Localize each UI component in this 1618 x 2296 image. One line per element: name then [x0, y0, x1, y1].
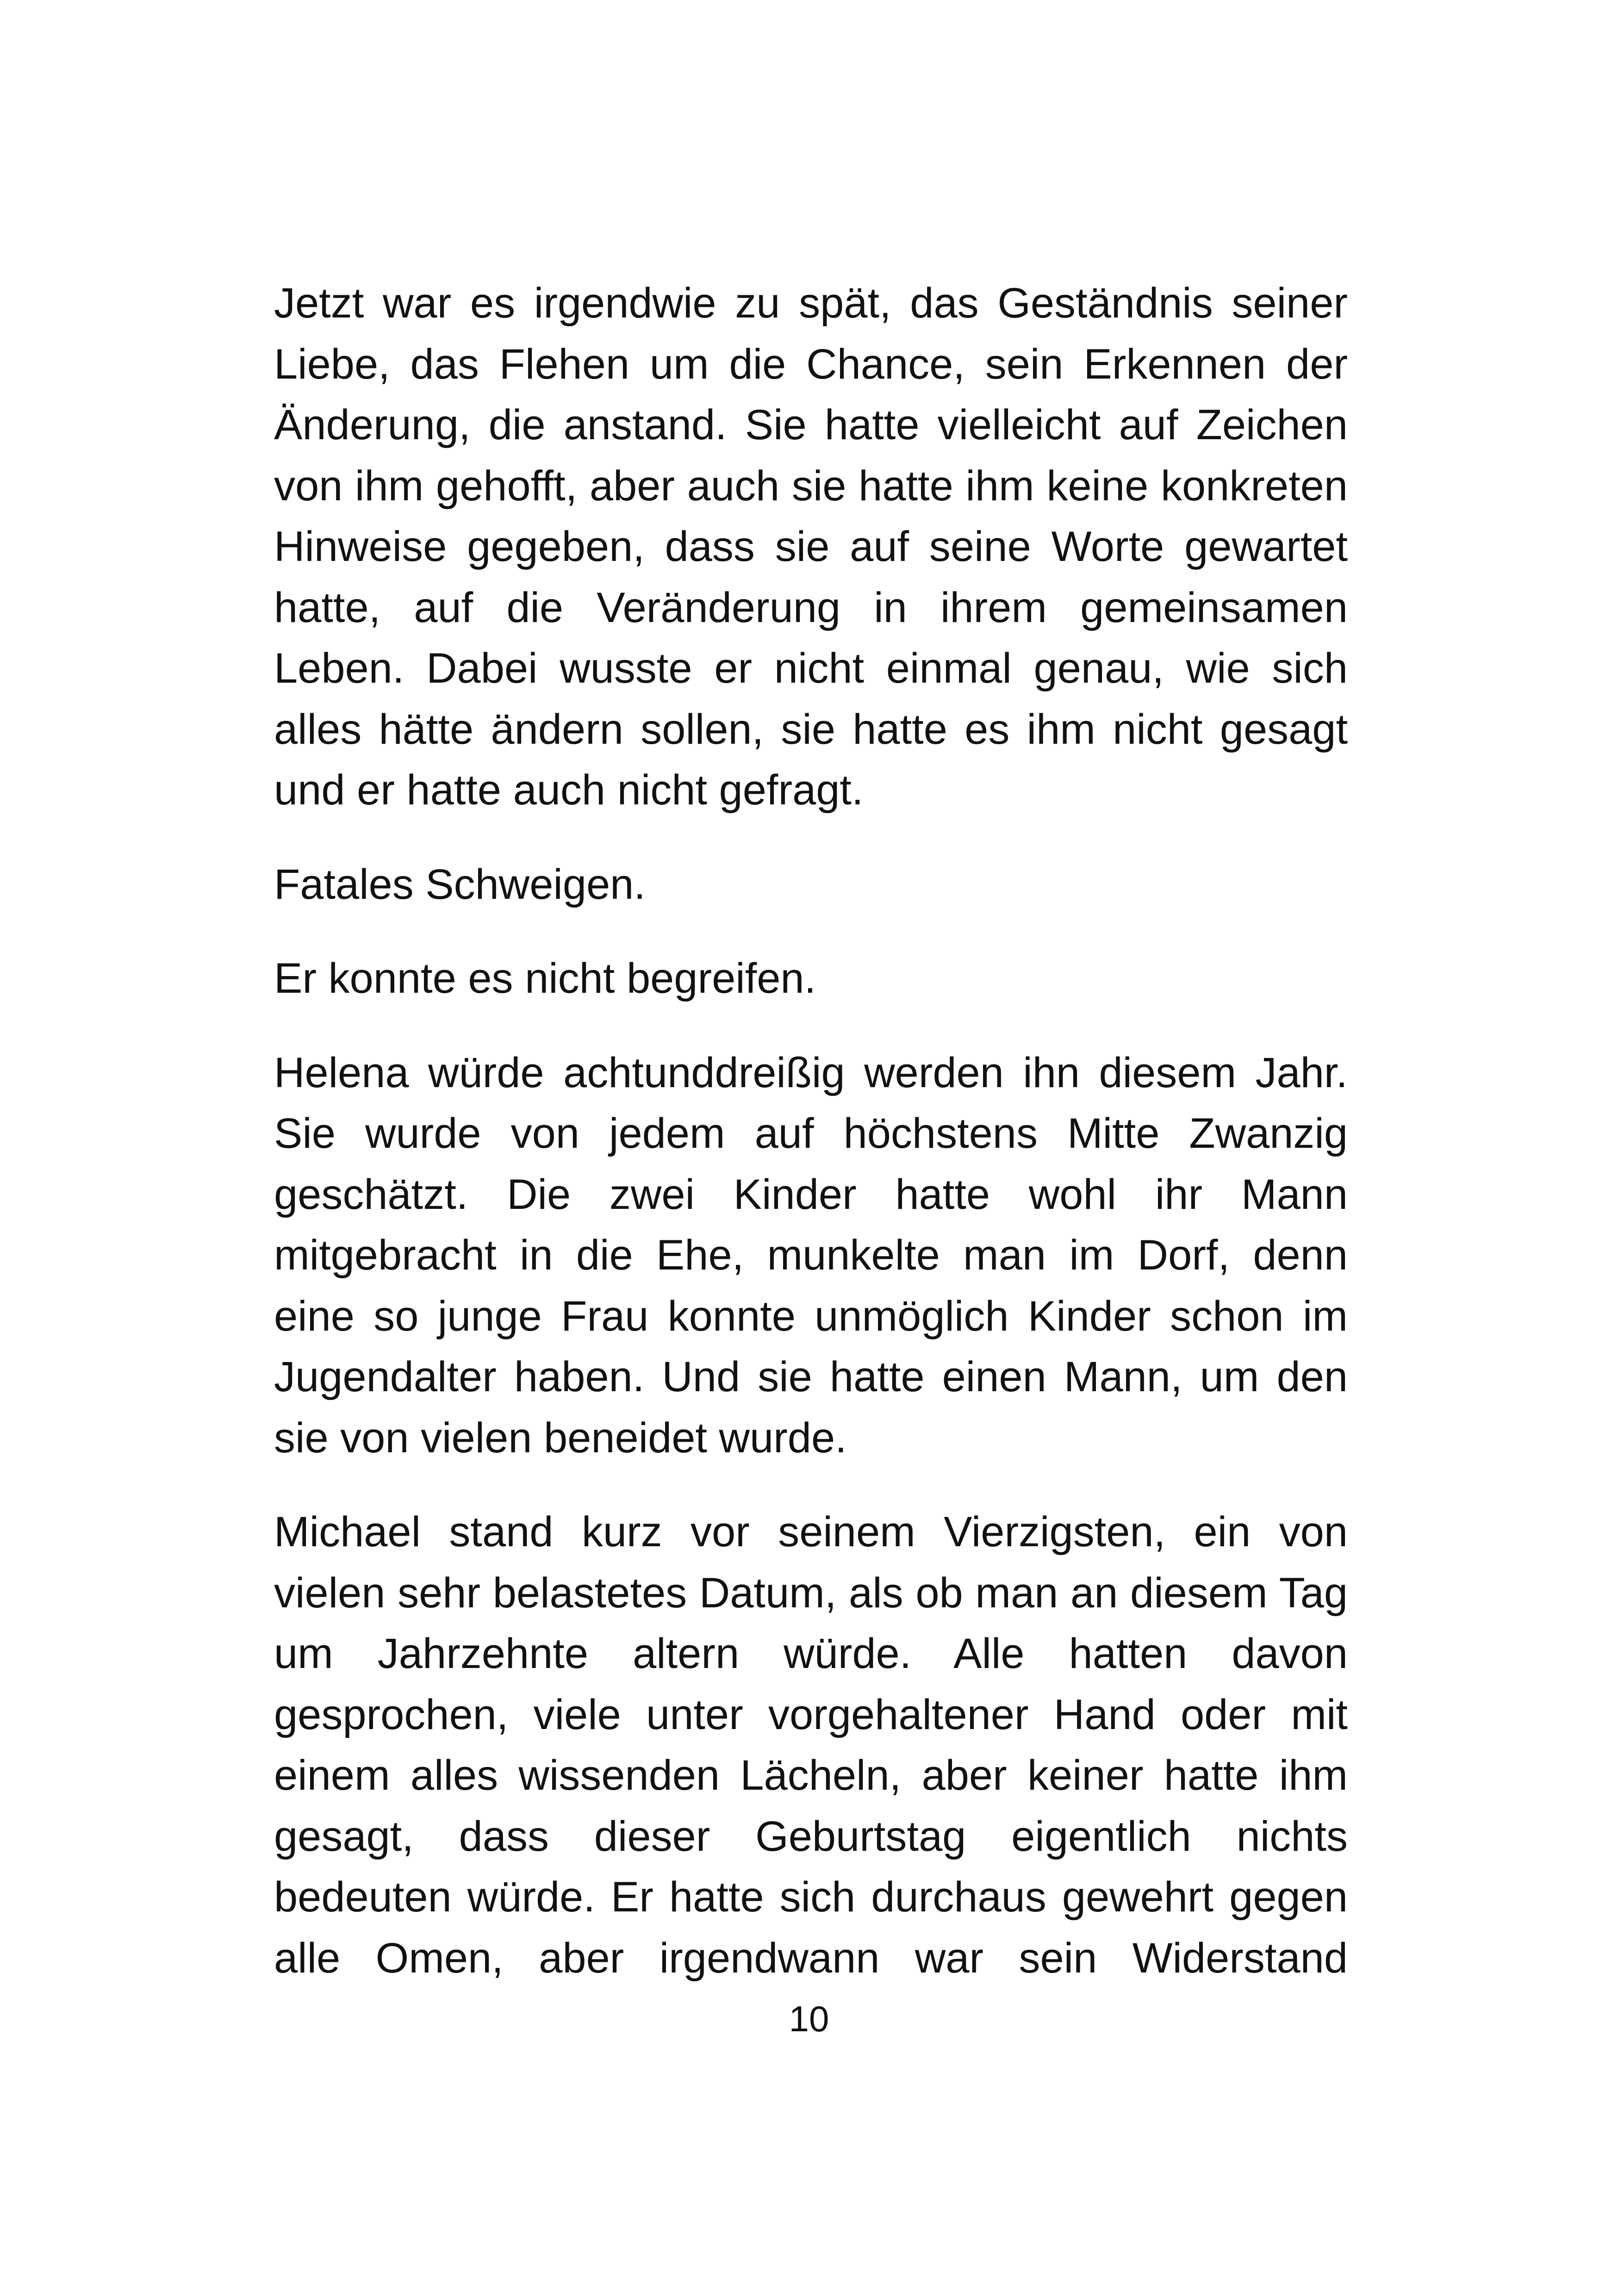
paragraph-5: Michael stand kurz vor seinem Vierzigsten, ein von vielen sehr belastetes Datum, als ob man an diesem Tag um Jahrzehnte altern würde. Alle hatten davon gesprochen, viele unter vorgehaltener Hand oder mit einem alles wissenden Lächeln, aber keiner hatte ihm gesagt, dass dieser Geburtstag eigentlich nichts bedeuten würde. Er hatte sich durchaus gewehrt gegen alle Omen, aber irgendwann war sein Widerstand	[274, 1508, 1348, 1982]
paragraph-4: Helena würde achtunddreißig werden ihn diesem Jahr. Sie wurde von jedem auf höchstens Mitte Zwanzig geschätzt. Die zwei Kinder hatte wohl ihr Mann mitgebracht in die Ehe, munkelte man im Dorf, denn eine so junge Frau konnte unmöglich Kinder schon im Jugendalter haben. Und sie hatte einen Mann, um den sie von vielen beneidet wurde.	[274, 1049, 1348, 1462]
paragraph-3: Er konnte es nicht begreifen.	[274, 955, 816, 1002]
paragraph-1: Jetzt war es irgendwie zu spät, das Geständnis seiner Liebe, das Flehen um die Chance, sein Erkennen der Änderung, die anstand. Sie hatte vielleicht auf Zeichen von ihm gehofft, aber auch sie hatte ihm keine konkreten Hinweise gegeben, dass sie auf seine Worte gewartet hatte, auf die Veränderung in ihrem gemeinsamen Leben. Dabei wusste er nicht einmal genau, wie sich alles hätte ändern sollen, sie hatte es ihm nicht gesagt und er hatte auch nicht gefragt.	[274, 280, 1348, 814]
body-text	[274, 273, 1348, 1989]
page-number: 10	[789, 1998, 829, 2039]
paragraph-2: Fatales Schweigen.	[274, 860, 646, 908]
